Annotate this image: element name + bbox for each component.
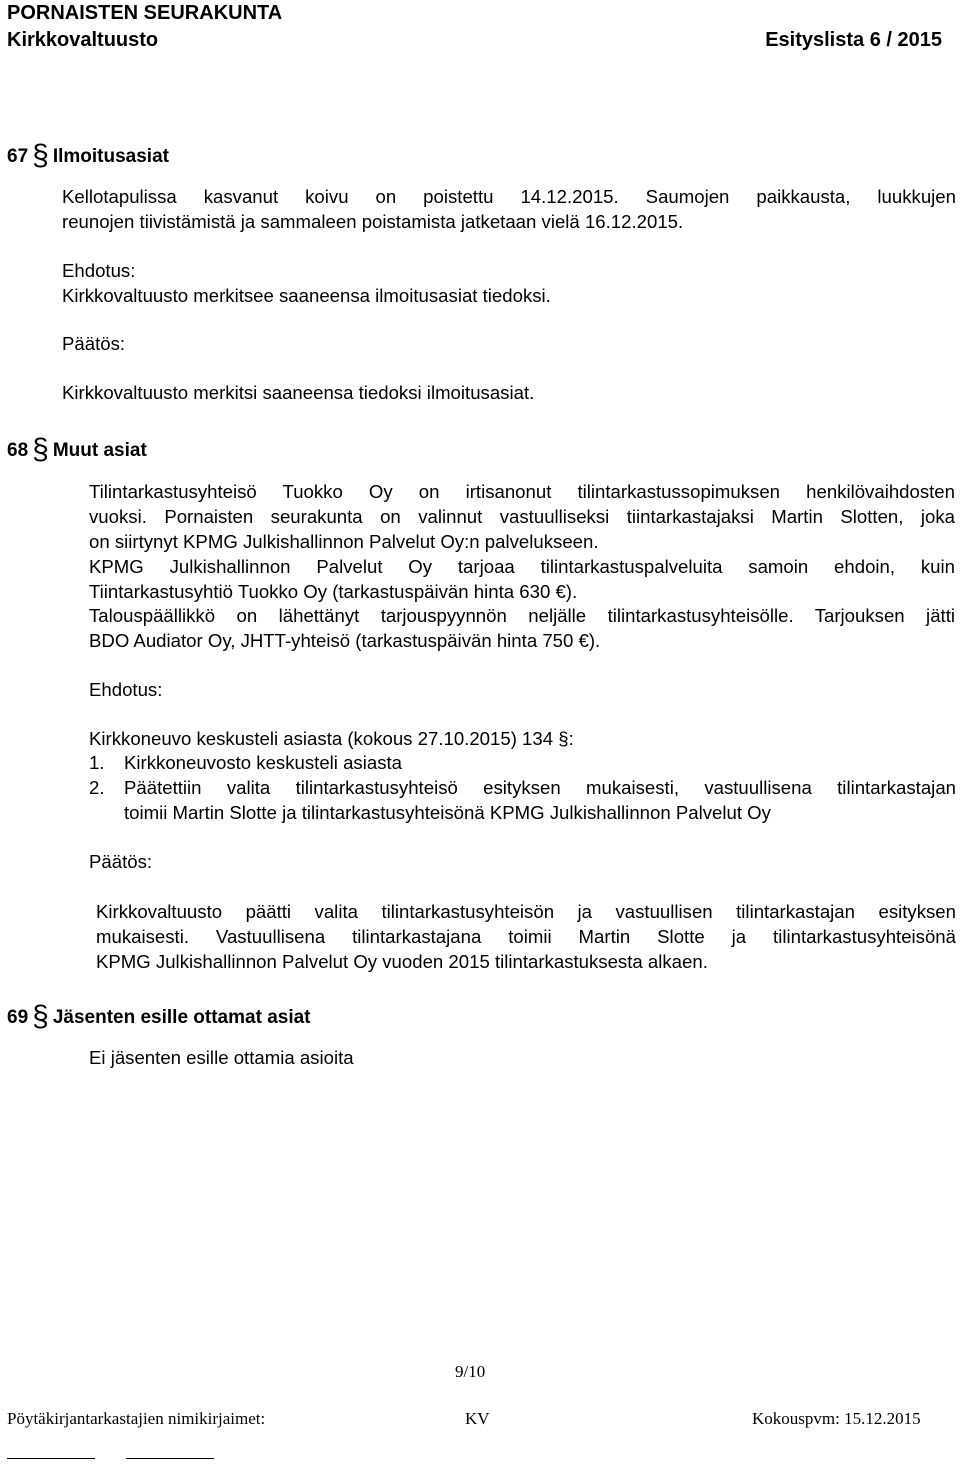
section-68-proposal-item-2-line-2: toimii Martin Slotte ja tilintarkastusyhteisönä KPMG Julkishallinnon Palvelut Oy xyxy=(124,802,771,823)
initials: KV xyxy=(465,1409,490,1428)
section-sign: § xyxy=(32,433,49,466)
agenda-number: Esityslista 6 / 2015 xyxy=(765,29,942,51)
section-68-body-line-3: on siirtynyt KPMG Julkishallinnon Palvelut Oy:n palvelukseen. xyxy=(89,531,599,552)
section-title: Ilmoitusasiat xyxy=(52,146,169,167)
section-number: 69 xyxy=(7,1007,29,1028)
section-67-decision-label: Päätös: xyxy=(62,333,126,354)
section-68-body-line-6: Talouspäällikkö on lähettänyt tarjouspyynnön neljälle tilintarkastusyhteisölle. Tarjouksen jätti xyxy=(89,605,955,626)
section-sign: § xyxy=(32,1000,49,1033)
section-68-decision-line-1: Kirkkovaltuusto päätti valita tilintarkastusyhteisön ja vastuullisen tilintarkastajan esityksen xyxy=(96,901,956,922)
section-sign: § xyxy=(32,139,49,172)
signature-line-2 xyxy=(126,1458,214,1459)
section-67-heading xyxy=(7,136,169,170)
section-68-proposal-item-1: Kirkkoneuvosto keskusteli asiasta xyxy=(124,752,403,773)
section-67-proposal: Kirkkovaltuusto merkitsee saaneensa ilmoitusasiat tiedoksi. xyxy=(62,285,551,306)
section-68-proposal-label: Ehdotus: xyxy=(89,679,163,700)
section-68-proposal-item-2-number: 2. xyxy=(89,777,105,798)
section-67-decision: Kirkkovaltuusto merkitsi saaneensa tiedoksi ilmoitusasiat. xyxy=(62,382,535,403)
section-67-intro-line-1: Kellotapulissa kasvanut koivu on poistettu 14.12.2015. Saumojen paikkausta, luukkujen xyxy=(62,186,956,207)
signatures-label: Pöytäkirjantarkastajien nimikirjaimet: xyxy=(7,1409,266,1428)
section-68-body-line-5: Tiintarkastusyhtiö Tuokko Oy (tarkastuspäivän hinta 630 €). xyxy=(89,581,578,602)
governing-body: Kirkkovaltuusto xyxy=(7,29,159,51)
section-title: Muut asiat xyxy=(52,440,147,461)
section-68-proposal-intro: Kirkkoneuvo keskusteli asiasta (kokous 27.10.2015) 134 §: xyxy=(89,728,574,749)
section-68-decision-label: Päätös: xyxy=(89,851,153,872)
section-67-intro-line-2: reunojen tiivistämistä ja sammaleen poistamista jatketaan vielä 16.12.2015. xyxy=(62,211,684,232)
section-68-heading xyxy=(7,430,147,464)
meeting-date: Kokouspvm: 15.12.2015 xyxy=(752,1409,921,1428)
section-68-body-line-1: Tilintarkastusyhteisö Tuokko Oy on irtisanonut tilintarkastussopimuksen henkilövaihdosten xyxy=(89,481,955,502)
section-number: 67 xyxy=(7,146,29,167)
section-title: Jäsenten esille ottamat asiat xyxy=(52,1007,311,1028)
signature-line-1 xyxy=(7,1458,95,1459)
page-number: 9/10 xyxy=(455,1362,486,1381)
section-69-body: Ei jäsenten esille ottamia asioita xyxy=(89,1047,354,1068)
organization-name: PORNAISTEN SEURAKUNTA xyxy=(7,2,283,24)
section-68-body-line-7: BDO Audiator Oy, JHTT-yhteisö (tarkastuspäivän hinta 750 €). xyxy=(89,630,601,651)
section-68-proposal-item-2-line-1: Päätettiin valita tilintarkastusyhteisö esityksen mukaisesti, vastuullisena tilintarkastajan xyxy=(124,777,956,798)
section-69-heading xyxy=(7,997,311,1031)
section-67-proposal-label: Ehdotus: xyxy=(62,260,136,281)
section-68-decision-line-3: KPMG Julkishallinnon Palvelut Oy vuoden 2015 tilintarkastuksesta alkaen. xyxy=(96,951,708,972)
section-number: 68 xyxy=(7,440,29,461)
section-68-proposal-item-1-number: 1. xyxy=(89,752,105,773)
section-68-body-line-4: KPMG Julkishallinnon Palvelut Oy tarjoaa tilintarkastuspalveluita samoin ehdoin, kuin xyxy=(89,556,955,577)
section-68-decision-line-2: mukaisesti. Vastuullisena tilintarkastajana toimii Martin Slotte ja tilintarkastusyhteisönä xyxy=(96,926,956,947)
section-68-body-line-2: vuoksi. Pornaisten seurakunta on valinnut vastuulliseksi tiintarkastajaksi Martin Slotten, joka xyxy=(89,506,955,527)
